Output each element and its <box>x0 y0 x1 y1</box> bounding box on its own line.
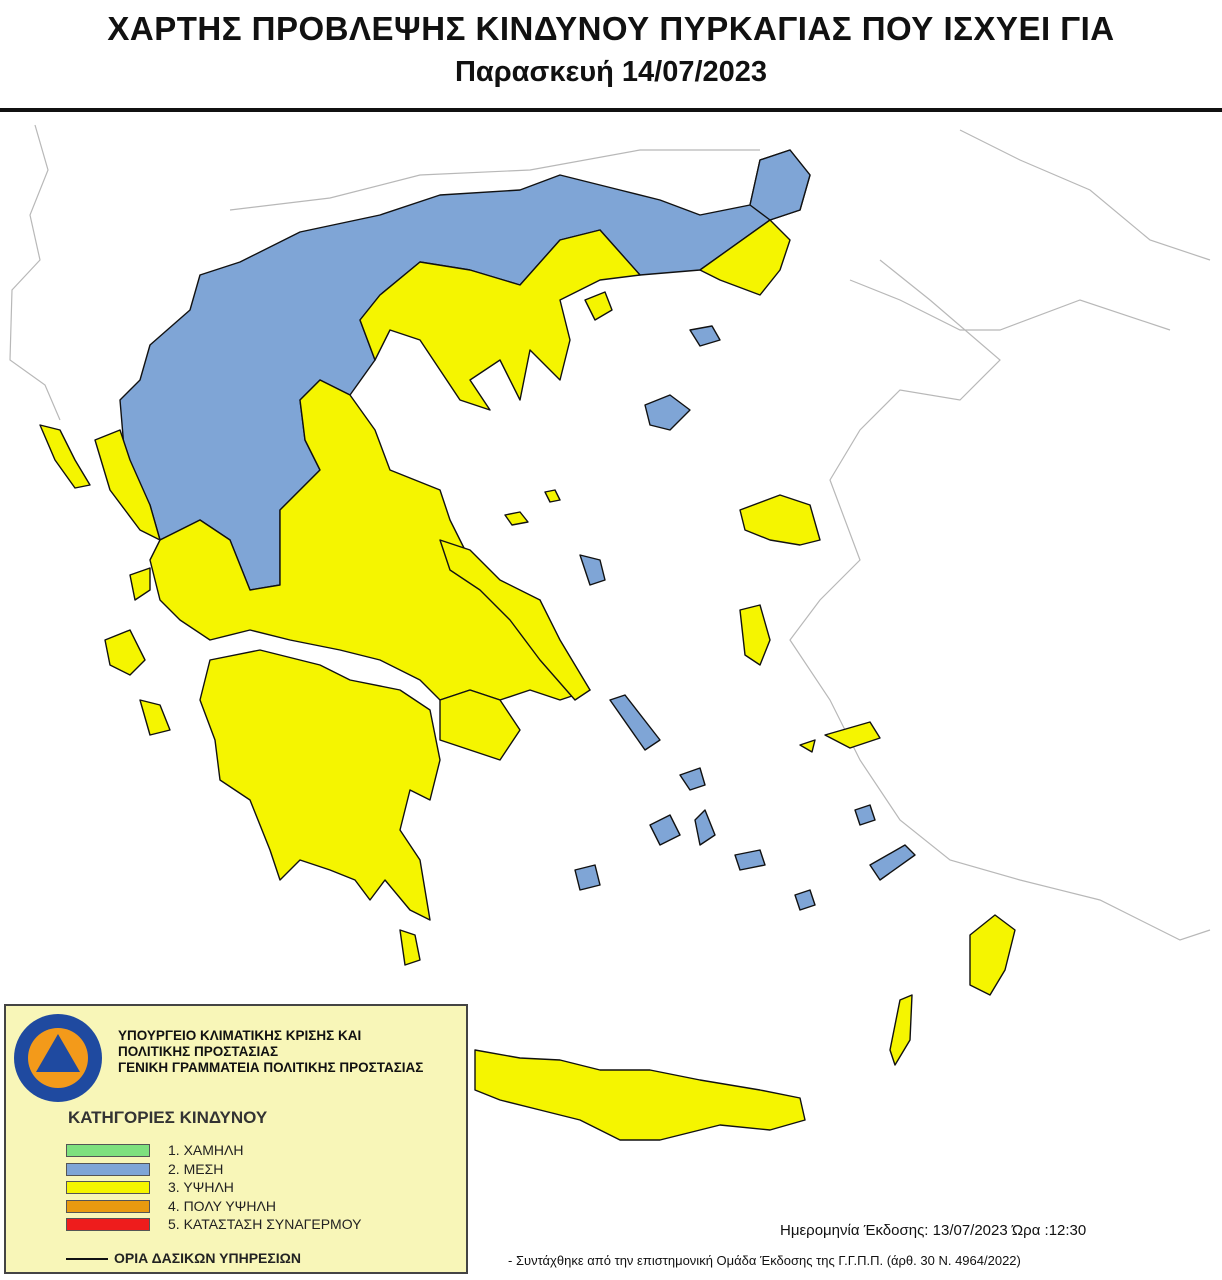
region-crete <box>475 1050 805 1140</box>
region-skyros <box>580 555 605 585</box>
region-lemnos <box>645 395 690 430</box>
map-title: ΧΑΡΤΗΣ ΠΡΟΒΛΕΨΗΣ ΚΙΝΔΥΝΟΥ ΠΥΡΚΑΓΙΑΣ ΠΟΥ ΙΣΧΥΕΙ ΓΙΑ <box>107 10 1115 47</box>
albania-border <box>10 125 60 420</box>
organization-line: ΠΟΛΙΤΙΚΗΣ ΠΡΟΣΤΑΣΙΑΣ <box>118 1044 279 1059</box>
region-lesvos <box>740 495 820 545</box>
forest-service-border-line <box>66 1258 108 1260</box>
civil-protection-emblem-icon <box>12 1012 104 1104</box>
region-sporades <box>505 490 560 525</box>
organization-line: ΥΠΟΥΡΓΕΙΟ ΚΛΙΜΑΤΙΚΗΣ ΚΡΙΣΗΣ ΚΑΙ <box>118 1028 362 1043</box>
organization-name <box>118 1028 423 1076</box>
region-attica <box>440 690 520 760</box>
region-lefkada <box>130 568 150 600</box>
swatch-low <box>66 1144 150 1157</box>
region-north-aegean-island <box>690 326 720 346</box>
swatch-alert <box>66 1218 150 1231</box>
organization-line: ΓΕΝΙΚΗ ΓΡΑΜΜΑΤΕΙΑ ΠΟΛΙΤΙΚΗΣ ΠΡΟΣΤΑΣΙΑΣ <box>118 1060 424 1075</box>
swatch-medium <box>66 1163 150 1176</box>
header <box>0 0 1222 89</box>
forest-service-border-label: ΟΡΙΑ ΔΑΣΙΚΩΝ ΥΠΗΡΕΣΙΩΝ <box>114 1250 302 1266</box>
region-kythira <box>400 930 420 965</box>
risk-category-label: 5. ΚΑΤΑΣΤΑΣΗ ΣΥΝΑΓΕΡΜΟΥ <box>168 1216 362 1233</box>
region-peloponnese <box>200 650 440 920</box>
risk-category-label: 1. ΧΑΜΗΛΗ <box>168 1142 244 1158</box>
risk-category-label: 2. ΜΕΣΗ <box>168 1160 224 1177</box>
region-thrace-east <box>750 150 810 220</box>
risk-category-label: 4. ΠΟΛΥ ΥΨΗΛΗ <box>168 1197 276 1214</box>
swatch-high <box>66 1181 150 1194</box>
credit-note: - Συντάχθηκε από την επιστημονική Ομάδα Έκδοσης της Γ.Γ.Π.Π. (άρθ. 30 Ν. 4964/2022) <box>508 1253 1021 1268</box>
region-zakynthos <box>140 700 170 735</box>
issue-date: Ημερομηνία Έκδοσης: 13/07/2023 Ώρα :12:30 <box>780 1222 1087 1239</box>
region-kefalonia <box>105 630 145 675</box>
gallipoli-coast <box>850 280 1170 330</box>
region-thasos <box>585 292 612 320</box>
region-kos-kalymnos <box>855 805 915 880</box>
region-cyclades-central <box>575 810 715 890</box>
risk-category-label: 3. ΥΨΗΛΗ <box>168 1179 234 1196</box>
region-karpathos <box>890 995 912 1065</box>
turkey-coast <box>790 130 1210 940</box>
region-rhodes <box>970 915 1015 995</box>
region-corfu <box>40 425 90 488</box>
forecast-date: Παρασκευή 14/07/2023 <box>454 56 768 88</box>
swatch-very-high <box>66 1200 150 1213</box>
region-chios <box>740 605 770 665</box>
risk-categories-title: ΚΑΤΗΓΟΡΙΕΣ ΚΙΝΔΥΝΟΥ <box>68 1108 268 1127</box>
region-samos-ikaria <box>800 722 880 752</box>
region-andros-tinos <box>610 695 660 750</box>
legend-panel <box>4 1004 468 1274</box>
